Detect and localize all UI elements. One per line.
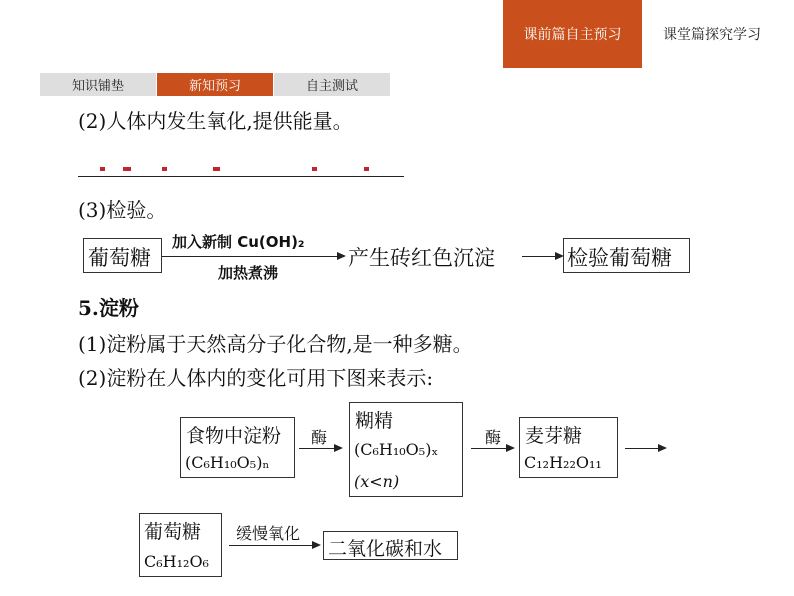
red-mark xyxy=(213,167,220,171)
tab-classroom[interactable]: 课堂篇探究学习 xyxy=(663,27,761,43)
red-mark xyxy=(123,167,131,171)
diagram-box-glucose xyxy=(139,513,222,577)
slow-oxidation-label: 缓慢氧化 xyxy=(236,524,301,543)
red-mark xyxy=(364,167,369,171)
diagram-box-starch-label: 食物中淀粉 xyxy=(186,425,282,447)
arrow-right-icon xyxy=(522,256,562,257)
subtab-bar xyxy=(40,73,391,96)
paragraph-3: (3)检验。 xyxy=(78,198,167,222)
red-mark xyxy=(162,167,167,171)
subtab-self-test[interactable]: 自主测试 xyxy=(274,73,391,96)
diagram-box-co2-water xyxy=(323,531,458,560)
tab-preview-active[interactable]: 课前篇自主预习 xyxy=(503,0,642,68)
reaction-condition-bottom: 加热煮沸 xyxy=(218,264,279,282)
arrow-right-icon xyxy=(229,545,319,546)
enzyme-label: 酶 xyxy=(485,428,502,447)
arrow-right-icon xyxy=(625,448,665,449)
flow-result-text: 产生砖红色沉淀 xyxy=(348,246,495,270)
flow-box-test xyxy=(563,238,690,273)
diagram-box-starch xyxy=(180,417,295,478)
diagram-box-maltose xyxy=(519,417,618,478)
diagram-box-maltose-label: 麦芽糖 xyxy=(525,425,583,447)
diagram-box-dextrin-formula: (C₆H₁₀O₅)ₓ xyxy=(354,440,439,459)
statement-1: (1)淀粉属于天然高分子化合物,是一种多糖。 xyxy=(78,332,473,356)
section-heading-starch: 5.淀粉 xyxy=(78,296,139,320)
reaction-condition-top: 加入新制 Cu(OH)₂ xyxy=(172,233,305,251)
paragraph-2: (2)人体内发生氧化,提供能量。 xyxy=(78,109,353,133)
subtab-prior-knowledge[interactable]: 知识铺垫 xyxy=(40,73,157,96)
flow-box-test-label: 检验葡萄糖 xyxy=(567,246,672,270)
diagram-box-maltose-formula: C₁₂H₂₂O₁₁ xyxy=(524,453,602,472)
diagram-box-dextrin-label: 糊精 xyxy=(355,410,394,432)
red-mark xyxy=(100,167,105,171)
underline-divider xyxy=(78,176,404,177)
diagram-box-glucose-formula: C₆H₁₂O₆ xyxy=(144,552,209,571)
subtab-new-knowledge[interactable]: 新知预习 xyxy=(157,73,274,96)
arrow-right-icon xyxy=(471,448,513,449)
diagram-box-glucose-label: 葡萄糖 xyxy=(144,521,202,543)
flow-box-glucose-label: 葡萄糖 xyxy=(88,246,151,270)
arrow-right-icon xyxy=(162,256,344,257)
diagram-box-co2-water-label: 二氧化碳和水 xyxy=(328,538,443,560)
statement-2: (2)淀粉在人体内的变化可用下图来表示: xyxy=(78,366,434,390)
diagram-box-starch-formula: (C₆H₁₀O₅)ₙ xyxy=(185,453,270,472)
arrow-right-icon xyxy=(299,448,341,449)
diagram-box-dextrin-condition: (x<n) xyxy=(354,472,400,491)
enzyme-label: 酶 xyxy=(311,428,328,447)
flow-box-glucose xyxy=(83,238,162,273)
diagram-box-dextrin xyxy=(349,402,463,497)
red-mark xyxy=(312,167,317,171)
